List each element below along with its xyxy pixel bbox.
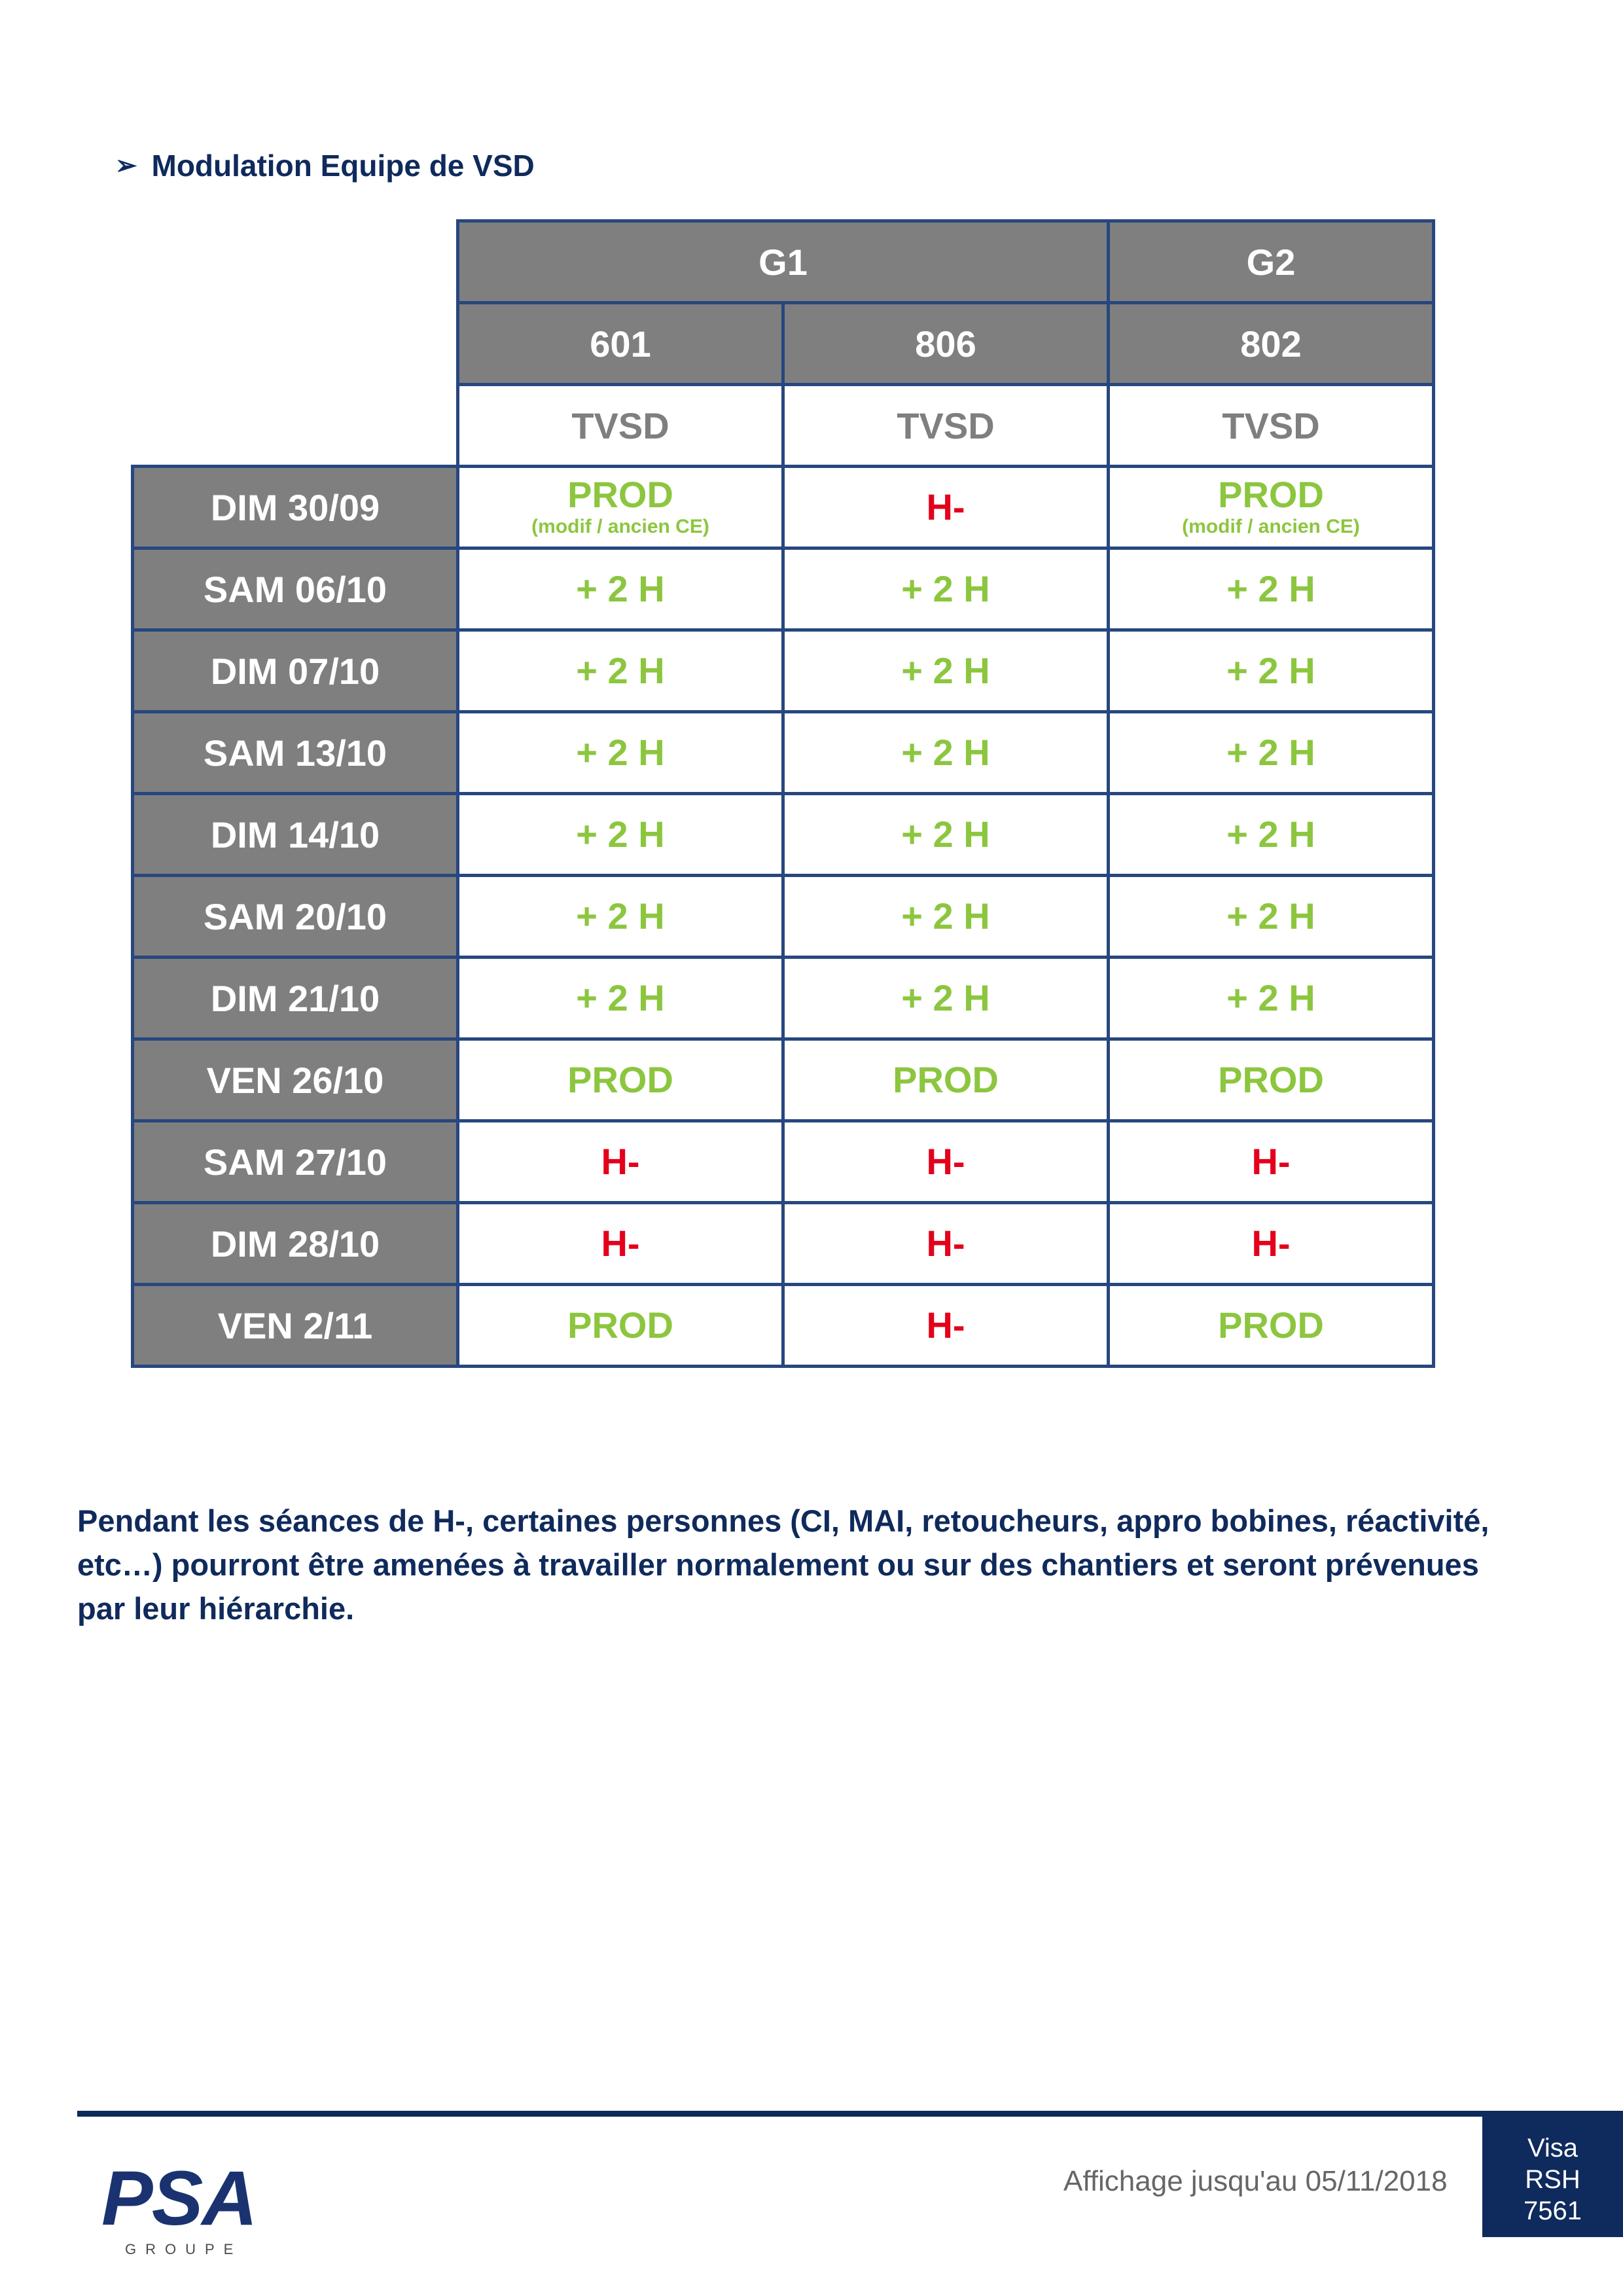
schedule-cell: [783, 712, 1109, 794]
cell-value: + 2 H: [576, 650, 665, 691]
modulation-table: [131, 219, 1435, 1368]
cell-value: + 2 H: [576, 814, 665, 855]
schedule-cell: [783, 794, 1109, 876]
schedule-cell: [458, 876, 783, 958]
schedule-row: [133, 794, 1434, 876]
schedule-cell: [458, 1121, 783, 1203]
empty-corner-cell: [133, 221, 458, 303]
cell-value: PROD: [567, 1059, 673, 1100]
schedule-cell: [1109, 1039, 1434, 1121]
cell-value: PROD: [1218, 1059, 1324, 1100]
row-day-label: DIM 30/09: [133, 467, 458, 548]
cell-value: + 2 H: [1226, 895, 1315, 937]
schedule-cell: [458, 1285, 783, 1367]
type-header-row: [133, 385, 1434, 467]
row-day-label: SAM 13/10: [133, 712, 458, 794]
code-header-row: [133, 303, 1434, 385]
schedule-cell: [458, 712, 783, 794]
schedule-row: [133, 712, 1434, 794]
empty-corner-cell: [133, 303, 458, 385]
psa-logo: [101, 2155, 257, 2258]
cell-value: H-: [926, 486, 965, 528]
group-header-g1: G1: [458, 221, 1109, 303]
section-heading-text: Modulation Equipe de VSD: [151, 149, 535, 183]
row-day-label: SAM 27/10: [133, 1121, 458, 1203]
schedule-row: [133, 958, 1434, 1039]
schedule-cell: [783, 548, 1109, 630]
cell-value: H-: [1251, 1141, 1291, 1182]
row-day-label: SAM 06/10: [133, 548, 458, 630]
schedule-cell: [783, 1203, 1109, 1285]
logo-subtext: GROUPE: [125, 2241, 243, 2257]
cell-value: + 2 H: [901, 732, 990, 773]
schedule-cell: [1109, 712, 1434, 794]
schedule-cell: [1109, 467, 1434, 548]
schedule-cell: [458, 958, 783, 1039]
schedule-cell: [783, 958, 1109, 1039]
cell-value: PROD: [1218, 1304, 1324, 1346]
cell-value: + 2 H: [1226, 650, 1315, 691]
cell-note: (modif / ancien CE): [1182, 516, 1360, 537]
column-type-802: TVSD: [1109, 385, 1434, 467]
schedule-cell: [783, 467, 1109, 548]
schedule-row: [133, 630, 1434, 712]
cell-value: + 2 H: [576, 732, 665, 773]
row-day-label: DIM 07/10: [133, 630, 458, 712]
column-code-601: 601: [458, 303, 783, 385]
row-day-label: DIM 28/10: [133, 1203, 458, 1285]
schedule-row: [133, 876, 1434, 958]
row-day-label: DIM 14/10: [133, 794, 458, 876]
cell-value: + 2 H: [576, 568, 665, 609]
cell-value: H-: [926, 1304, 965, 1346]
schedule-row: [133, 1121, 1434, 1203]
cell-value: + 2 H: [901, 814, 990, 855]
cell-value: + 2 H: [1226, 732, 1315, 773]
cell-value: H-: [601, 1223, 640, 1264]
schedule-cell: [1109, 958, 1434, 1039]
schedule-row: [133, 1203, 1434, 1285]
cell-value: + 2 H: [1226, 977, 1315, 1018]
cell-value: + 2 H: [901, 895, 990, 937]
schedule-cell: [1109, 548, 1434, 630]
schedule-row: [133, 1285, 1434, 1367]
column-type-806: TVSD: [783, 385, 1109, 467]
visa-box: [1482, 2117, 1623, 2237]
visa-line: 7561: [1524, 2197, 1582, 2225]
schedule-cell: [1109, 794, 1434, 876]
h-minus-note-paragraph: Pendant les séances de H-, certaines personnes (CI, MAI, retoucheurs, appro bobines, réactivité, etc…) pourront être amenées à travailler normalement ou sur des chantiers et seront prévenues par leur hiérarchie.: [77, 1503, 1489, 1626]
cell-value: + 2 H: [901, 568, 990, 609]
footer-divider: [77, 2111, 1623, 2117]
cell-value: PROD: [1218, 474, 1324, 515]
schedule-cell: [458, 548, 783, 630]
cell-value: + 2 H: [576, 895, 665, 937]
affichage-date: Affichage jusqu'au 05/11/2018: [1063, 2165, 1448, 2197]
schedule-row: [133, 1039, 1434, 1121]
cell-value: + 2 H: [901, 977, 990, 1018]
schedule-cell: [1109, 1285, 1434, 1367]
row-day-label: SAM 20/10: [133, 876, 458, 958]
schedule-cell: [783, 1285, 1109, 1367]
schedule-cell: [458, 630, 783, 712]
column-type-601: TVSD: [458, 385, 783, 467]
cell-value: PROD: [567, 474, 673, 515]
cell-value: + 2 H: [576, 977, 665, 1018]
cell-value: + 2 H: [1226, 568, 1315, 609]
schedule-cell: [1109, 1203, 1434, 1285]
schedule-row: [133, 548, 1434, 630]
schedule-cell: [783, 876, 1109, 958]
arrow-bullet-icon: ➢: [115, 151, 137, 180]
column-code-806: 806: [783, 303, 1109, 385]
cell-note: (modif / ancien CE): [531, 516, 709, 537]
group-header-row: [133, 221, 1434, 303]
empty-corner-cell: [133, 385, 458, 467]
column-code-802: 802: [1109, 303, 1434, 385]
logo-brand-text: PSA: [101, 2155, 257, 2242]
schedule-cell: [458, 794, 783, 876]
cell-value: H-: [926, 1223, 965, 1264]
row-day-label: VEN 2/11: [133, 1285, 458, 1367]
schedule-cell: [1109, 630, 1434, 712]
schedule-cell: [1109, 876, 1434, 958]
row-day-label: VEN 26/10: [133, 1039, 458, 1121]
visa-line: RSH: [1525, 2165, 1580, 2194]
schedule-cell: [783, 1039, 1109, 1121]
cell-value: H-: [601, 1141, 640, 1182]
cell-value: PROD: [893, 1059, 999, 1100]
schedule-cell: [783, 630, 1109, 712]
row-day-label: DIM 21/10: [133, 958, 458, 1039]
cell-value: H-: [926, 1141, 965, 1182]
schedule-cell: [458, 1203, 783, 1285]
cell-value: + 2 H: [901, 650, 990, 691]
schedule-cell: [458, 467, 783, 548]
visa-line: Visa: [1527, 2134, 1578, 2162]
section-heading: [115, 148, 535, 183]
schedule-row: [133, 467, 1434, 548]
group-header-g2: G2: [1109, 221, 1434, 303]
cell-value: + 2 H: [1226, 814, 1315, 855]
schedule-cell: [458, 1039, 783, 1121]
cell-value: PROD: [567, 1304, 673, 1346]
cell-value: H-: [1251, 1223, 1291, 1264]
schedule-cell: [783, 1121, 1109, 1203]
schedule-cell: [1109, 1121, 1434, 1203]
